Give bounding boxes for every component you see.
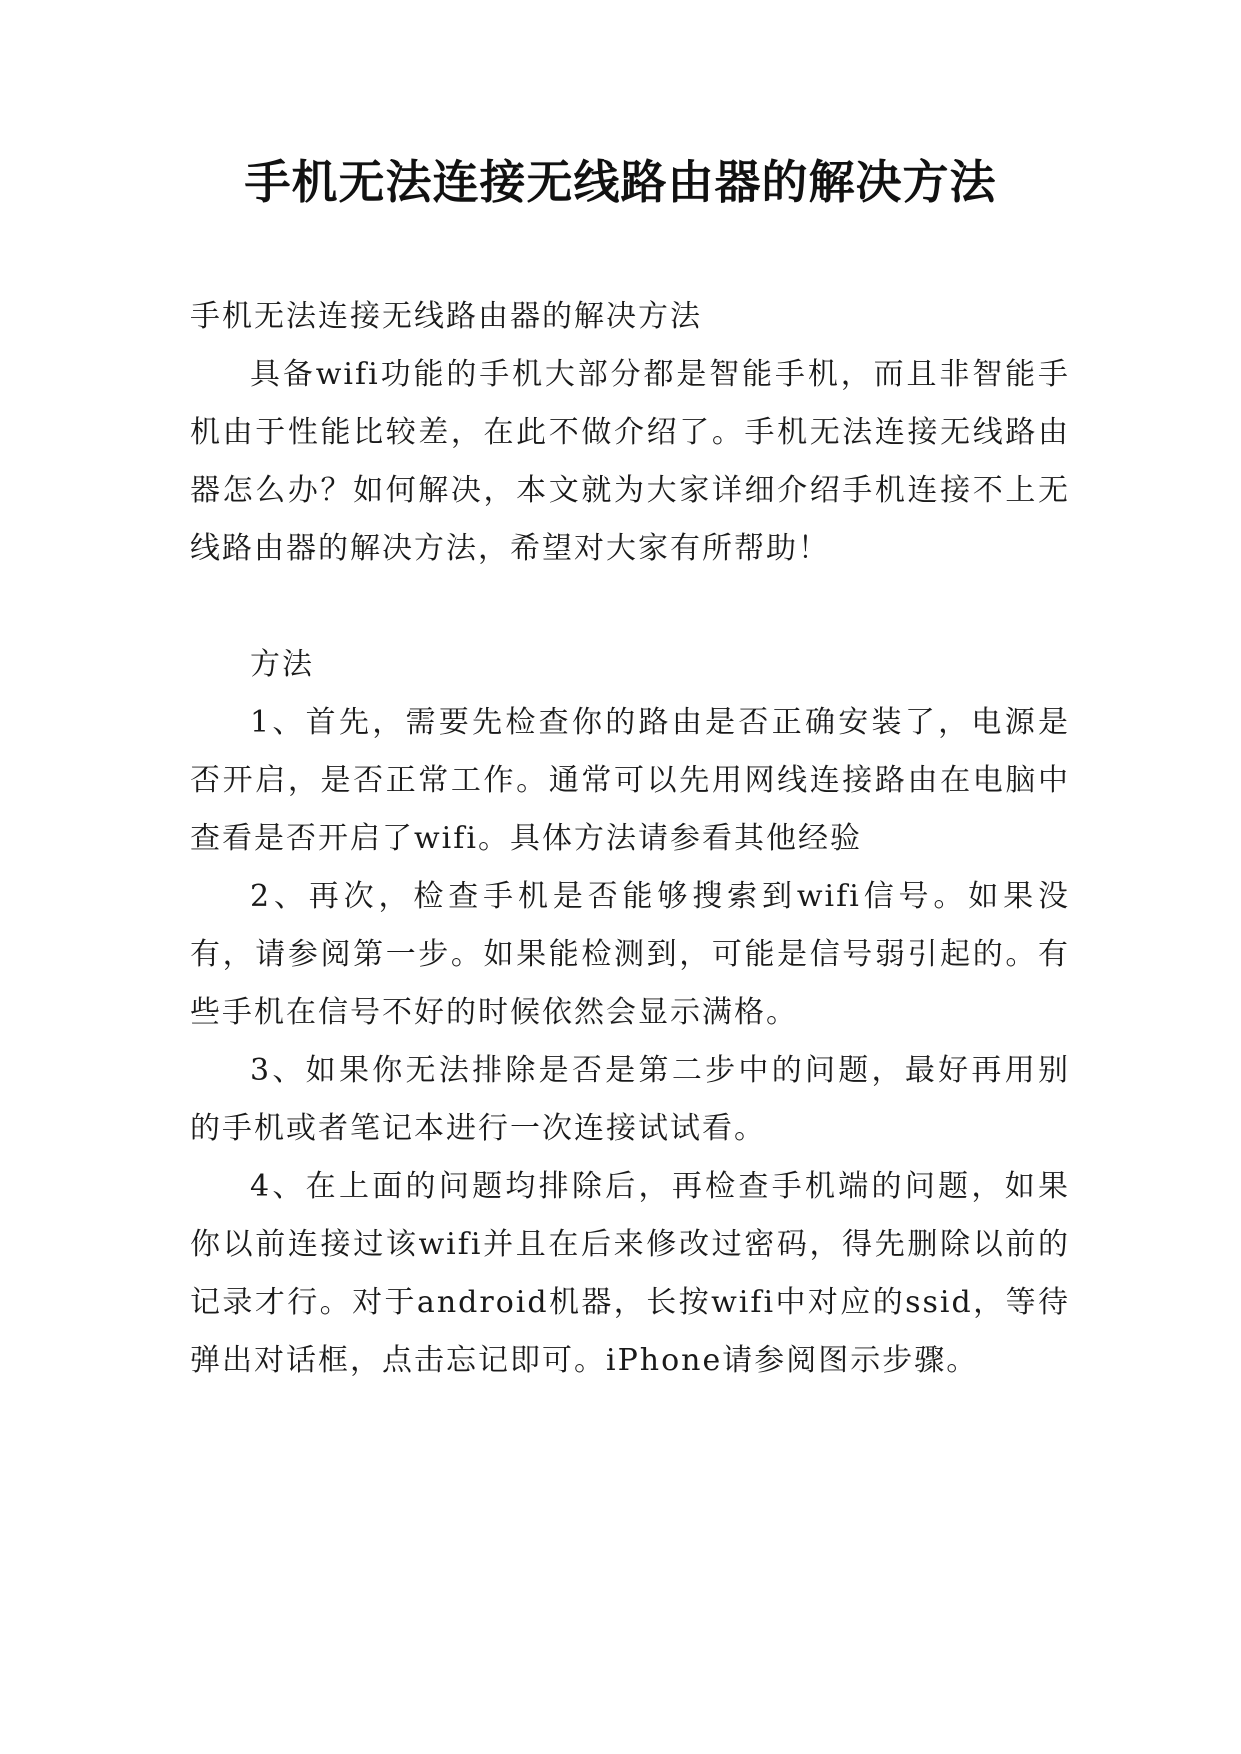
- step-paragraph-3: 3、如果你无法排除是否是第二步中的问题，最好再用别的手机或者笔记本进行一次连接试试看。: [190, 1053, 1070, 1146]
- document-subtitle: 手机无法连接无线路由器的解决方法: [190, 299, 702, 334]
- method-heading: 方法: [250, 647, 314, 682]
- step-paragraph-1: 1、首先，需要先检查你的路由是否正确安装了，电源是否开启，是否正常工作。通常可以先用网线连接路由在电脑中查看是否开启了wifi。具体方法请参看其他经验: [190, 705, 1070, 856]
- step-paragraph-4: 4、在上面的问题均排除后，再检查手机端的问题，如果你以前连接过该wifi并且在后来修改过密码，得先删除以前的记录才行。对于android机器，长按wifi中对应的ssid，等待弹出对话框，点击忘记即可。iPhone请参阅图示步骤。: [190, 1169, 1070, 1378]
- step-paragraph-2: 2、再次，检查手机是否能够搜索到wifi信号。如果没有，请参阅第一步。如果能检测到，可能是信号弱引起的。有些手机在信号不好的时候依然会显示满格。: [190, 879, 1070, 1030]
- document-body: [190, 288, 1070, 1390]
- intro-paragraph: 具备wifi功能的手机大部分都是智能手机，而且非智能手机由于性能比较差，在此不做介绍了。手机无法连接无线路由器怎么办？如何解决，本文就为大家详细介绍手机连接不上无线路由器的解决方法，希望对大家有所帮助！: [190, 357, 1070, 566]
- document-title: 手机无法连接无线路由器的解决方法: [244, 155, 997, 209]
